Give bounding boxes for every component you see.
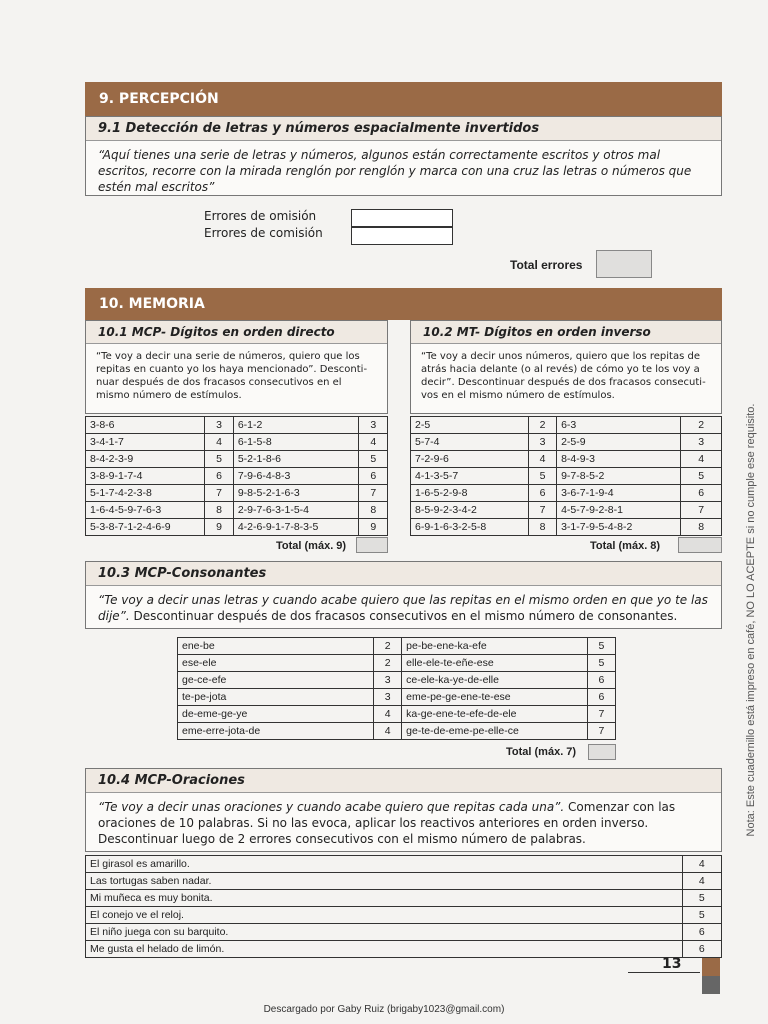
item-cell: 3-4-1-7 <box>86 434 205 451</box>
item-count-cell: 4 <box>359 434 388 451</box>
item-count-cell: 3 <box>374 689 402 706</box>
item-cell: elle-ele-te-eñe-ese <box>402 655 588 672</box>
total-10-3-label: Total (máx. 7) <box>506 746 577 758</box>
page-number-rule <box>628 972 700 973</box>
item-cell: El conejo ve el reloj. <box>86 907 683 924</box>
section-10-1-instruction: “Te voy a decir una serie de números, quiero que los repitas en cuanto yo los haya mencionado”. Desconti-nuar después de dos fracasos consecutivos en el mismo número de estímulos. <box>96 351 368 401</box>
table-10-2 <box>410 416 722 536</box>
item-count-cell: 4 <box>681 451 722 468</box>
commission-errors-label: Errores de comisión <box>204 226 323 240</box>
item-count-cell: 5 <box>205 451 234 468</box>
section-9-title: 9. PERCEPCIÓN <box>99 91 219 107</box>
section-9-1-instruction: “Aquí tienes una serie de letras y números, algunos están correctamente escritos y otros mal escritos, recorre con la mirada renglón por renglón y marca con una cruz las letras o números que estén mal escritos” <box>98 148 692 194</box>
item-count-cell: 8 <box>205 502 234 519</box>
table-row <box>86 519 388 536</box>
item-cell: 1-6-4-5-9-7-6-3 <box>86 502 205 519</box>
item-count-cell: 6 <box>205 468 234 485</box>
item-count-cell: 3 <box>528 434 556 451</box>
item-count-cell: 6 <box>587 672 615 689</box>
table-row <box>411 417 722 434</box>
item-cell: 2-9-7-6-3-1-5-4 <box>233 502 359 519</box>
item-count-cell: 5 <box>528 468 556 485</box>
item-cell: 8-4-9-3 <box>557 451 681 468</box>
section-10-1-title: 10.1 MCP- Dígitos en orden directo <box>86 321 387 344</box>
item-count-cell: 9 <box>359 519 388 536</box>
omission-errors-label: Errores de omisión <box>204 209 317 223</box>
item-cell: pe-be-ene-ka-efe <box>402 638 588 655</box>
page-number: 13 <box>662 956 682 972</box>
item-cell: 4-1-3-5-7 <box>411 468 529 485</box>
item-count-cell: 3 <box>681 434 722 451</box>
item-cell: 5-1-7-4-2-3-8 <box>86 485 205 502</box>
item-cell: 3-8-9-1-7-4 <box>86 468 205 485</box>
table-row <box>86 502 388 519</box>
side-note: Nota: Este cuadernillo está impreso en café, NO LO ACEPTE si no cumple ese requisito. <box>745 403 757 837</box>
section-10-4-box <box>85 768 722 852</box>
table-10-4 <box>85 855 722 958</box>
item-cell: 1-6-5-2-9-8 <box>411 485 529 502</box>
item-count-cell: 2 <box>374 638 402 655</box>
item-count-cell: 5 <box>359 451 388 468</box>
item-count-cell: 3 <box>374 672 402 689</box>
total-errors-label: Total errores <box>510 258 583 272</box>
section-10-4-instruction-quote: “Te voy a decir unas oraciones y cuando acabe quiero que repitas cada una”. <box>98 800 565 814</box>
item-cell: 6-9-1-6-3-2-5-8 <box>411 519 529 536</box>
item-count-cell: 3 <box>205 417 234 434</box>
table-row <box>86 873 722 890</box>
total-errors-field[interactable] <box>596 250 652 278</box>
table-row <box>411 451 722 468</box>
page-tab-gray <box>702 976 720 994</box>
item-count-cell: 6 <box>682 941 722 958</box>
item-count-cell: 8 <box>359 502 388 519</box>
section-10-2-box <box>410 320 722 414</box>
table-row <box>178 706 616 723</box>
item-cell: 8-5-9-2-3-4-2 <box>411 502 529 519</box>
item-cell: Las tortugas saben nadar. <box>86 873 683 890</box>
table-row <box>411 519 722 536</box>
item-cell: 5-3-8-7-1-2-4-6-9 <box>86 519 205 536</box>
item-cell: 9-7-8-5-2 <box>557 468 681 485</box>
total-10-2-label: Total (máx. 8) <box>590 540 661 552</box>
item-cell: El niño juega con su barquito. <box>86 924 683 941</box>
item-cell: ge-ce-efe <box>178 672 374 689</box>
item-count-cell: 7 <box>681 502 722 519</box>
item-count-cell: 7 <box>205 485 234 502</box>
item-count-cell: 2 <box>681 417 722 434</box>
item-count-cell: 3 <box>359 417 388 434</box>
section-10-3-instruction-quote: “Te voy a decir unas letras y cuando acabe quiero que las repitas en el mismo orden en que yo te las dije”. <box>98 593 708 623</box>
item-count-cell: 2 <box>528 417 556 434</box>
item-cell: ka-ge-ene-te-efe-de-ele <box>402 706 588 723</box>
table-row <box>86 924 722 941</box>
item-count-cell: 6 <box>587 689 615 706</box>
item-cell: ene-be <box>178 638 374 655</box>
item-cell: eme-erre-jota-de <box>178 723 374 740</box>
section-10-1-box <box>85 320 388 414</box>
item-count-cell: 8 <box>681 519 722 536</box>
commission-errors-field[interactable] <box>351 227 453 245</box>
section-10-2-title: 10.2 MT- Dígitos en orden inverso <box>411 321 721 344</box>
table-row <box>411 485 722 502</box>
section-10-3-instruction-rule: Descontinuar después de dos fracasos consecutivos en el mismo número de consonantes. <box>133 609 678 623</box>
table-row <box>86 434 388 451</box>
item-cell: Me gusta el helado de limón. <box>86 941 683 958</box>
item-count-cell: 6 <box>528 485 556 502</box>
item-count-cell: 6 <box>359 468 388 485</box>
item-cell: 6-1-2 <box>233 417 359 434</box>
item-cell: 2-5-9 <box>557 434 681 451</box>
table-row <box>86 417 388 434</box>
item-count-cell: 7 <box>528 502 556 519</box>
table-10-1 <box>85 416 388 536</box>
item-cell: 6-3 <box>557 417 681 434</box>
section-9-1-title: 9.1 Detección de letras y números espacialmente invertidos <box>86 117 721 141</box>
item-count-cell: 7 <box>587 723 615 740</box>
item-cell: ese-ele <box>178 655 374 672</box>
item-cell: 5-7-4 <box>411 434 529 451</box>
item-cell: eme-pe-ge-ene-te-ese <box>402 689 588 706</box>
item-count-cell: 4 <box>374 723 402 740</box>
section-10-2-instruction: “Te voy a decir unos números, quiero que los repitas de atrás hacia delante (o al revés) de cómo yo te los voy a decir”. Descontinuar después de dos fracasos consecuti-vos en el mismo número de estímulos. <box>421 351 706 401</box>
item-cell: de-eme-ge-ye <box>178 706 374 723</box>
item-count-cell: 2 <box>374 655 402 672</box>
section-10-4-title: 10.4 MCP-Oraciones <box>86 769 721 793</box>
item-count-cell: 9 <box>205 519 234 536</box>
omission-errors-field[interactable] <box>351 209 453 227</box>
item-cell: Mi muñeca es muy bonita. <box>86 890 683 907</box>
item-count-cell: 7 <box>587 706 615 723</box>
item-count-cell: 6 <box>681 485 722 502</box>
table-row <box>411 502 722 519</box>
item-cell: 4-2-6-9-1-7-8-3-5 <box>233 519 359 536</box>
table-row <box>86 941 722 958</box>
item-cell: 5-2-1-8-6 <box>233 451 359 468</box>
item-count-cell: 8 <box>528 519 556 536</box>
item-count-cell: 7 <box>359 485 388 502</box>
table-10-3 <box>177 637 616 740</box>
item-count-cell: 5 <box>587 655 615 672</box>
table-row <box>86 485 388 502</box>
errors-labels <box>204 208 323 242</box>
item-count-cell: 5 <box>682 890 722 907</box>
table-row <box>178 689 616 706</box>
total-10-2-field[interactable] <box>678 537 722 553</box>
total-10-1-label: Total (máx. 9) <box>276 540 347 552</box>
table-row <box>178 638 616 655</box>
item-count-cell: 5 <box>587 638 615 655</box>
table-row <box>178 723 616 740</box>
table-row <box>178 672 616 689</box>
download-footer: Descargado por Gaby Ruiz (brigaby1023@gmail.com) <box>263 1004 505 1015</box>
item-count-cell: 4 <box>682 856 722 873</box>
item-cell: 8-4-2-3-9 <box>86 451 205 468</box>
item-cell: 3-8-6 <box>86 417 205 434</box>
item-count-cell: 5 <box>682 907 722 924</box>
table-row <box>411 468 722 485</box>
page-tab-brown <box>702 958 720 976</box>
item-count-cell: 4 <box>374 706 402 723</box>
item-cell: 3-1-7-9-5-4-8-2 <box>557 519 681 536</box>
item-cell: 6-1-5-8 <box>233 434 359 451</box>
table-row <box>86 856 722 873</box>
total-10-3-field[interactable] <box>588 744 616 760</box>
item-cell: El girasol es amarillo. <box>86 856 683 873</box>
section-10-3-title: 10.3 MCP-Consonantes <box>86 562 721 586</box>
item-count-cell: 4 <box>528 451 556 468</box>
section-10-title: 10. MEMORIA <box>99 296 205 312</box>
item-cell: 7-2-9-6 <box>411 451 529 468</box>
item-cell: 3-6-7-1-9-4 <box>557 485 681 502</box>
item-count-cell: 6 <box>682 924 722 941</box>
item-cell: 7-9-6-4-8-3 <box>233 468 359 485</box>
table-row <box>86 451 388 468</box>
section-9-header <box>85 82 722 116</box>
item-cell: 2-5 <box>411 417 529 434</box>
item-count-cell: 4 <box>682 873 722 890</box>
section-10-header <box>85 288 722 320</box>
table-row <box>86 890 722 907</box>
item-cell: 4-5-7-9-2-8-1 <box>557 502 681 519</box>
table-row <box>178 655 616 672</box>
section-9-1-box <box>85 116 722 196</box>
item-count-cell: 4 <box>205 434 234 451</box>
section-10-3-box <box>85 561 722 629</box>
item-cell: te-pe-jota <box>178 689 374 706</box>
item-cell: ge-te-de-eme-pe-elle-ce <box>402 723 588 740</box>
total-10-1-field[interactable] <box>356 537 388 553</box>
item-count-cell: 5 <box>681 468 722 485</box>
table-row <box>411 434 722 451</box>
table-row <box>86 468 388 485</box>
section-10-4-instruction-rule: Comenzar con las oraciones de 10 palabras. Si no las evoca, aplicar los reactivos anteriores en orden inverso. Descontinuar luego de 2 errores consecutivos con el mismo número de palabras. <box>98 800 676 846</box>
item-cell: 9-8-5-2-1-6-3 <box>233 485 359 502</box>
table-row <box>86 907 722 924</box>
item-cell: ce-ele-ka-ye-de-elle <box>402 672 588 689</box>
